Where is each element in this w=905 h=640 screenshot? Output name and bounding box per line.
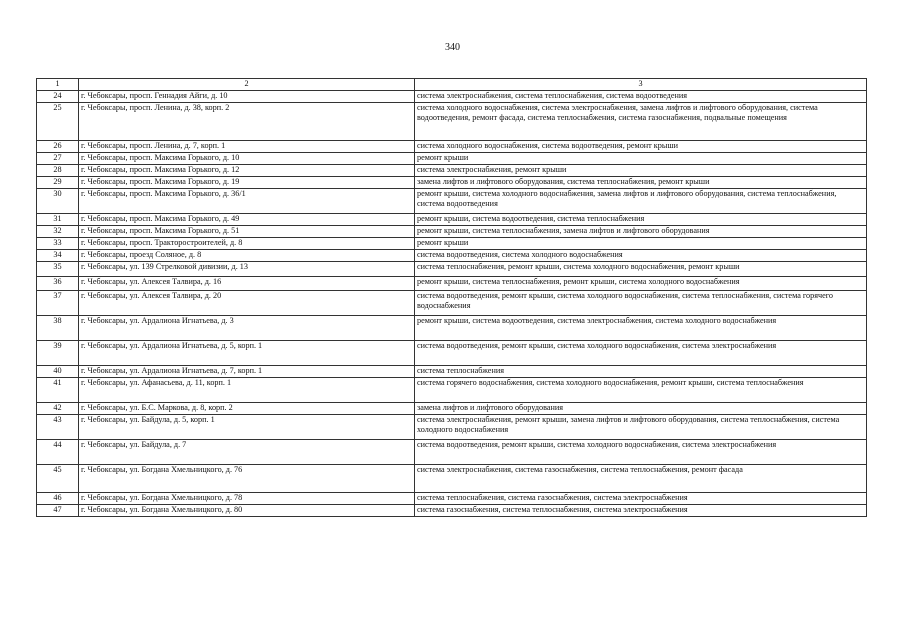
row-number: 34 [37, 250, 79, 262]
row-works: ремонт крыши [415, 153, 867, 165]
table-row [37, 189, 867, 214]
row-address: г. Чебоксары, ул. Алексея Талвира, д. 20 [79, 291, 415, 316]
table-row [37, 226, 867, 238]
row-number: 42 [37, 403, 79, 415]
row-address: г. Чебоксары, ул. Алексея Талвира, д. 16 [79, 277, 415, 291]
table-header-row [37, 79, 867, 91]
row-number: 37 [37, 291, 79, 316]
row-number: 40 [37, 366, 79, 378]
row-works: система холодного водоснабжения, система водоотведения, ремонт крыши [415, 141, 867, 153]
table-row [37, 91, 867, 103]
row-number: 28 [37, 165, 79, 177]
table-row [37, 262, 867, 277]
row-address: г. Чебоксары, ул. Афанасьева, д. 11, корп. 1 [79, 378, 415, 403]
row-address: г. Чебоксары, ул. Б.С. Маркова, д. 8, корп. 2 [79, 403, 415, 415]
row-address: г. Чебоксары, ул. Байдула, д. 7 [79, 440, 415, 465]
row-works: система теплоснабжения [415, 366, 867, 378]
row-works: ремонт крыши, система холодного водоснабжения, замена лифтов и лифтового оборудования, система теплоснабжения, система водоотведения [415, 189, 867, 214]
table-row [37, 177, 867, 189]
row-address: г. Чебоксары, проезд Соляное, д. 8 [79, 250, 415, 262]
row-works: система теплоснабжения, ремонт крыши, система холодного водоснабжения, ремонт крыши [415, 262, 867, 277]
row-works: система теплоснабжения, система газоснабжения, система электроснабжения [415, 493, 867, 505]
row-number: 25 [37, 103, 79, 141]
row-works: ремонт крыши, система водоотведения, система теплоснабжения [415, 214, 867, 226]
row-number: 32 [37, 226, 79, 238]
row-address: г. Чебоксары, просп. Максима Горького, д. 19 [79, 177, 415, 189]
row-works: замена лифтов и лифтового оборудования, система теплоснабжения, ремонт крыши [415, 177, 867, 189]
row-works: замена лифтов и лифтового оборудования [415, 403, 867, 415]
row-number: 26 [37, 141, 79, 153]
table-row [37, 141, 867, 153]
table-row [37, 465, 867, 493]
table-row [37, 238, 867, 250]
row-address: г. Чебоксары, просп. Максима Горького, д. 12 [79, 165, 415, 177]
table-row [37, 291, 867, 316]
column-header-works: 3 [415, 79, 867, 91]
row-number: 46 [37, 493, 79, 505]
table-row [37, 493, 867, 505]
row-address: г. Чебоксары, просп. Ленина, д. 38, корп. 2 [79, 103, 415, 141]
row-works: система холодного водоснабжения, система электроснабжения, замена лифтов и лифтового оборудования, система водоотведения, ремонт фасада, система теплоснабжения, система газоснабжения, подвальные помещения [415, 103, 867, 141]
row-address: г. Чебоксары, ул. Богдана Хмельницкого, д. 80 [79, 505, 415, 517]
row-address: г. Чебоксары, просп. Максима Горького, д. 49 [79, 214, 415, 226]
row-number: 47 [37, 505, 79, 517]
table-body [37, 91, 867, 517]
row-number: 41 [37, 378, 79, 403]
row-works: система электроснабжения, система теплоснабжения, система водоотведения [415, 91, 867, 103]
row-number: 31 [37, 214, 79, 226]
row-address: г. Чебоксары, просп. Тракторостроителей, д. 8 [79, 238, 415, 250]
row-works: система электроснабжения, ремонт крыши, замена лифтов и лифтового оборудования, система теплоснабжения, система холодного водоснабжения [415, 415, 867, 440]
row-works: система водоотведения, ремонт крыши, система холодного водоснабжения, система электроснабжения [415, 440, 867, 465]
row-works: система горячего водоснабжения, система холодного водоснабжения, ремонт крыши, система теплоснабжения [415, 378, 867, 403]
row-address: г. Чебоксары, просп. Ленина, д. 7, корп. 1 [79, 141, 415, 153]
table-row [37, 403, 867, 415]
row-works: ремонт крыши, система водоотведения, система электроснабжения, система холодного водоснабжения [415, 316, 867, 341]
row-number: 44 [37, 440, 79, 465]
row-number: 36 [37, 277, 79, 291]
houses-table [36, 78, 867, 517]
table-row [37, 341, 867, 366]
row-number: 33 [37, 238, 79, 250]
row-works: система водоотведения, система холодного водоснабжения [415, 250, 867, 262]
row-address: г. Чебоксары, ул. Ардалиона Игнатьева, д. 3 [79, 316, 415, 341]
row-works: система газоснабжения, система теплоснабжения, система электроснабжения [415, 505, 867, 517]
row-number: 43 [37, 415, 79, 440]
row-address: г. Чебоксары, просп. Максима Горького, д. 51 [79, 226, 415, 238]
row-works: система водоотведения, ремонт крыши, система холодного водоснабжения, система электроснабжения [415, 341, 867, 366]
row-address: г. Чебоксары, просп. Максима Горького, д. 10 [79, 153, 415, 165]
page-number: 340 [445, 42, 460, 53]
table-row [37, 214, 867, 226]
row-number: 24 [37, 91, 79, 103]
row-address: г. Чебоксары, просп. Максима Горького, д. 36/1 [79, 189, 415, 214]
row-number: 29 [37, 177, 79, 189]
row-address: г. Чебоксары, ул. 139 Стрелковой дивизии, д. 13 [79, 262, 415, 277]
row-address: г. Чебоксары, ул. Байдула, д. 5, корп. 1 [79, 415, 415, 440]
row-number: 38 [37, 316, 79, 341]
row-works: система электроснабжения, система газоснабжения, система теплоснабжения, ремонт фасада [415, 465, 867, 493]
row-address: г. Чебоксары, ул. Ардалиона Игнатьева, д. 7, корп. 1 [79, 366, 415, 378]
row-number: 39 [37, 341, 79, 366]
row-address: г. Чебоксары, ул. Богдана Хмельницкого, д. 76 [79, 465, 415, 493]
table-row [37, 415, 867, 440]
table-row [37, 165, 867, 177]
row-works: система электроснабжения, ремонт крыши [415, 165, 867, 177]
row-works: ремонт крыши, система теплоснабжения, ремонт крыши, система холодного водоснабжения [415, 277, 867, 291]
table-row [37, 250, 867, 262]
row-works: ремонт крыши, система теплоснабжения, замена лифтов и лифтового оборудования [415, 226, 867, 238]
column-header-address: 2 [79, 79, 415, 91]
row-address: г. Чебоксары, просп. Геннадия Айги, д. 10 [79, 91, 415, 103]
table-row [37, 378, 867, 403]
table-row [37, 316, 867, 341]
row-address: г. Чебоксары, ул. Богдана Хмельницкого, д. 78 [79, 493, 415, 505]
table-row [37, 277, 867, 291]
table-row [37, 103, 867, 141]
table-row [37, 366, 867, 378]
row-number: 45 [37, 465, 79, 493]
row-number: 30 [37, 189, 79, 214]
table-row [37, 505, 867, 517]
row-number: 35 [37, 262, 79, 277]
row-works: ремонт крыши [415, 238, 867, 250]
row-number: 27 [37, 153, 79, 165]
row-works: система водоотведения, ремонт крыши, система холодного водоснабжения, система теплоснабжения, система горячего водоснабжения [415, 291, 867, 316]
row-address: г. Чебоксары, ул. Ардалиона Игнатьева, д. 5, корп. 1 [79, 341, 415, 366]
table-row [37, 440, 867, 465]
column-header-number: 1 [37, 79, 79, 91]
table-row [37, 153, 867, 165]
